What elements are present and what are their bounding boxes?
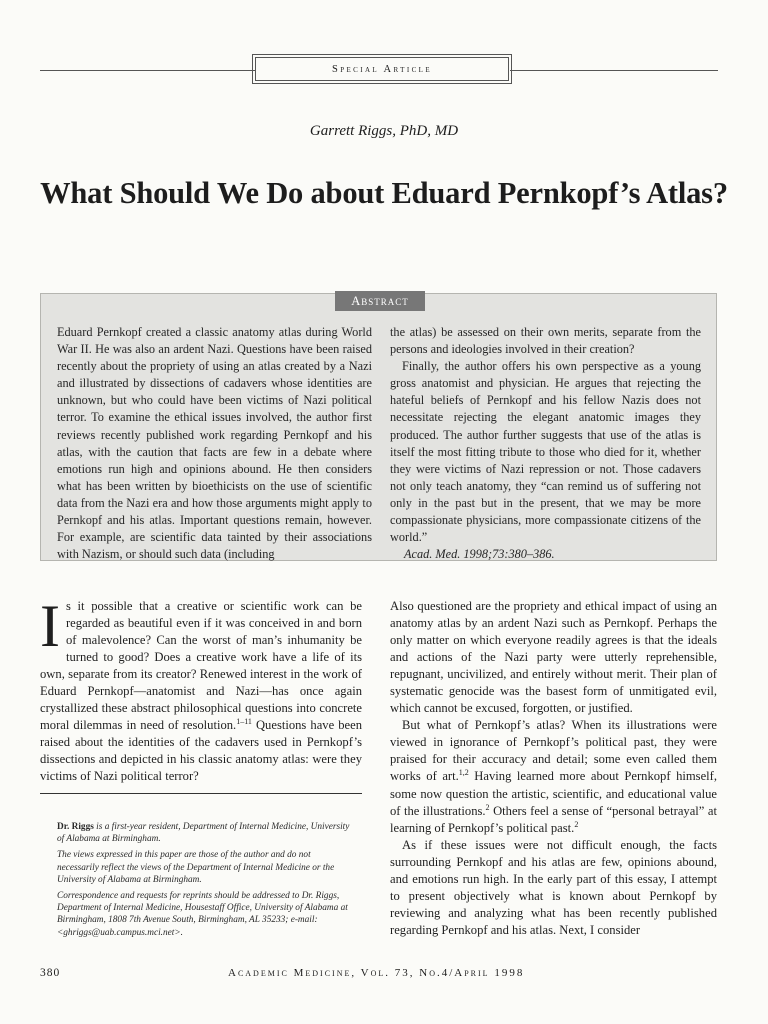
page-number: 380	[40, 967, 61, 979]
body-paragraph: Also questioned are the propriety and ethical impact of using an anatomy atlas by an ardent Nazi such as Pernkopf. Perhaps the only matter on which everyone readily agrees is that the ideals and actions of the Nazi party were utterly reprehensible, repugnant, uncivilized, and entirely without merit. Their plan of systematic genocide was the basest form of unmitigated evil, which cannot be excused, forgotten, or justified.	[390, 599, 717, 716]
footnote-affiliation	[57, 821, 350, 845]
body-text: Having learned more about Pernkopf himself, some now question the artistic, scientific, and educational value of the illustrations.	[390, 769, 717, 818]
abstract-paragraph: the atlas) be assessed on their own merits, separate from the persons and ideologies involved in their creation?	[390, 325, 701, 357]
abstract-column-left	[57, 324, 372, 563]
reference-marker: 2	[485, 802, 490, 812]
body-paragraph	[40, 593, 362, 786]
body-column-left	[40, 593, 362, 786]
body-column-right	[390, 598, 717, 939]
body-text: Questions have been raised about the identities of the cadavers used in Pernkopf’s dissections and depicted in his classic anatomy atlas: were they victims of Nazi political terror?	[40, 718, 362, 784]
body-paragraph	[390, 717, 717, 836]
reference-marker: 2	[574, 819, 579, 829]
header-rule-left	[40, 70, 255, 71]
abstract-paragraph: Eduard Pernkopf created a classic anatomy atlas during World War II. He was also an ardent Nazi. Questions have been raised recently about the propriety of using an atlas created by a Nazi and illustrated by dissections of cadavers whose identities are unknown, but who could have been victims of Nazi political terror. To examine the ethical issues involved, the author first reviews recently published work regarding Pernkopf and his atlas, with the caution that facts are few in a debate where emotions run high and opinions abound. He then considers what has been written by bioethicists on the use of scientific data from the Nazi era and how those arguments might apply to Pernkopf and his atlas. Important questions remain, however. For example, are scientific data tainted by their associations with Nazism, or should such data (including	[57, 325, 372, 562]
header-rule-right	[510, 70, 718, 71]
abstract-label: Abstract	[335, 291, 425, 311]
reference-marker: 1,2	[458, 768, 469, 778]
author-footnote	[40, 793, 362, 943]
footnote-disclaimer: The views expressed in this paper are those of the author and do not necessarily reflect the views of the Department of Internal Medicine or the University of Alabama at Birmingham.	[57, 850, 335, 885]
footnote-text: is a first-year resident, Department of Internal Medicine, University of Alabama at Birmingham.	[57, 822, 350, 845]
body-text: But what of Pernkopf’s atlas? When its illustrations were viewed in ignorance of Pernkopf’s political past, they were praised for their accuracy and detail; some even called them works of art.	[390, 718, 717, 784]
body-paragraph: As if these issues were not difficult enough, the facts surrounding Pernkopf and his atlas are few, opinions abound, and emotions run high. In the early part of this essay, I attempt to present objectively what is known about Pernkopf by reviewing and analyzing what has been recently published regarding Pernkopf and his atlas. Next, I consider	[390, 837, 717, 937]
abstract-paragraph: Finally, the author offers his own perspective as a young gross anatomist and physician. He argues that rejecting the hateful beliefs of Pernkopf and his fellow Nazis does not necessitate rejecting the elegant anatomic images they produced. The author further suggests that use of the atlas is itself the most fitting tribute to those who died for it, whether they were victims of Nazi repression or not. Those cadavers not only teach anatomy, they “can remind us of suffering not only in the past but in the present, that we may be more compassionate physicians, more compassionate citizens of the world.”	[390, 359, 701, 545]
section-label: Special Article	[255, 57, 509, 81]
drop-cap: I	[40, 593, 60, 659]
footnote-correspondence: Correspondence and requests for reprints should be addressed to Dr. Riggs, Department of Internal Medicine, Housestaff Office, University of Alabama at Birmingham, 1808 7th Avenue South, Birmingham, AL 35233; e-mail: <ghriggs@uab.campus.mci.net>.	[57, 891, 348, 938]
reference-marker: 1–11	[236, 717, 252, 727]
author-line: Garrett Riggs, PhD, MD	[309, 123, 459, 139]
abstract-column-right	[390, 324, 701, 563]
footnote-author-name: Dr. Riggs	[57, 822, 94, 832]
body-text: Others feel a sense of “personal betrayal” at learning of Pernkopf’s political past.	[390, 803, 718, 835]
article-title: What Should We Do about Eduard Pernkopf’s Atlas?	[40, 176, 728, 210]
body-text: s it possible that a creative or scientific work can be regarded as beautiful even if it was conceived in and born of malevolence? Can the worst of man’s inhumanity be turned to good? Does a creative work have a life of its own, separate from its creator? Renewed interest in the work of Eduard Pernkopf—anatomist and Nazi—has once again crystallized these abstract philosophical questions into concrete moral dilemmas in need of resolution.	[40, 599, 362, 733]
abstract-citation: Acad. Med. 1998;73:380–386.	[404, 547, 555, 562]
journal-footer: Academic Medicine, Vol. 73, No.4/April 1998	[228, 967, 525, 979]
